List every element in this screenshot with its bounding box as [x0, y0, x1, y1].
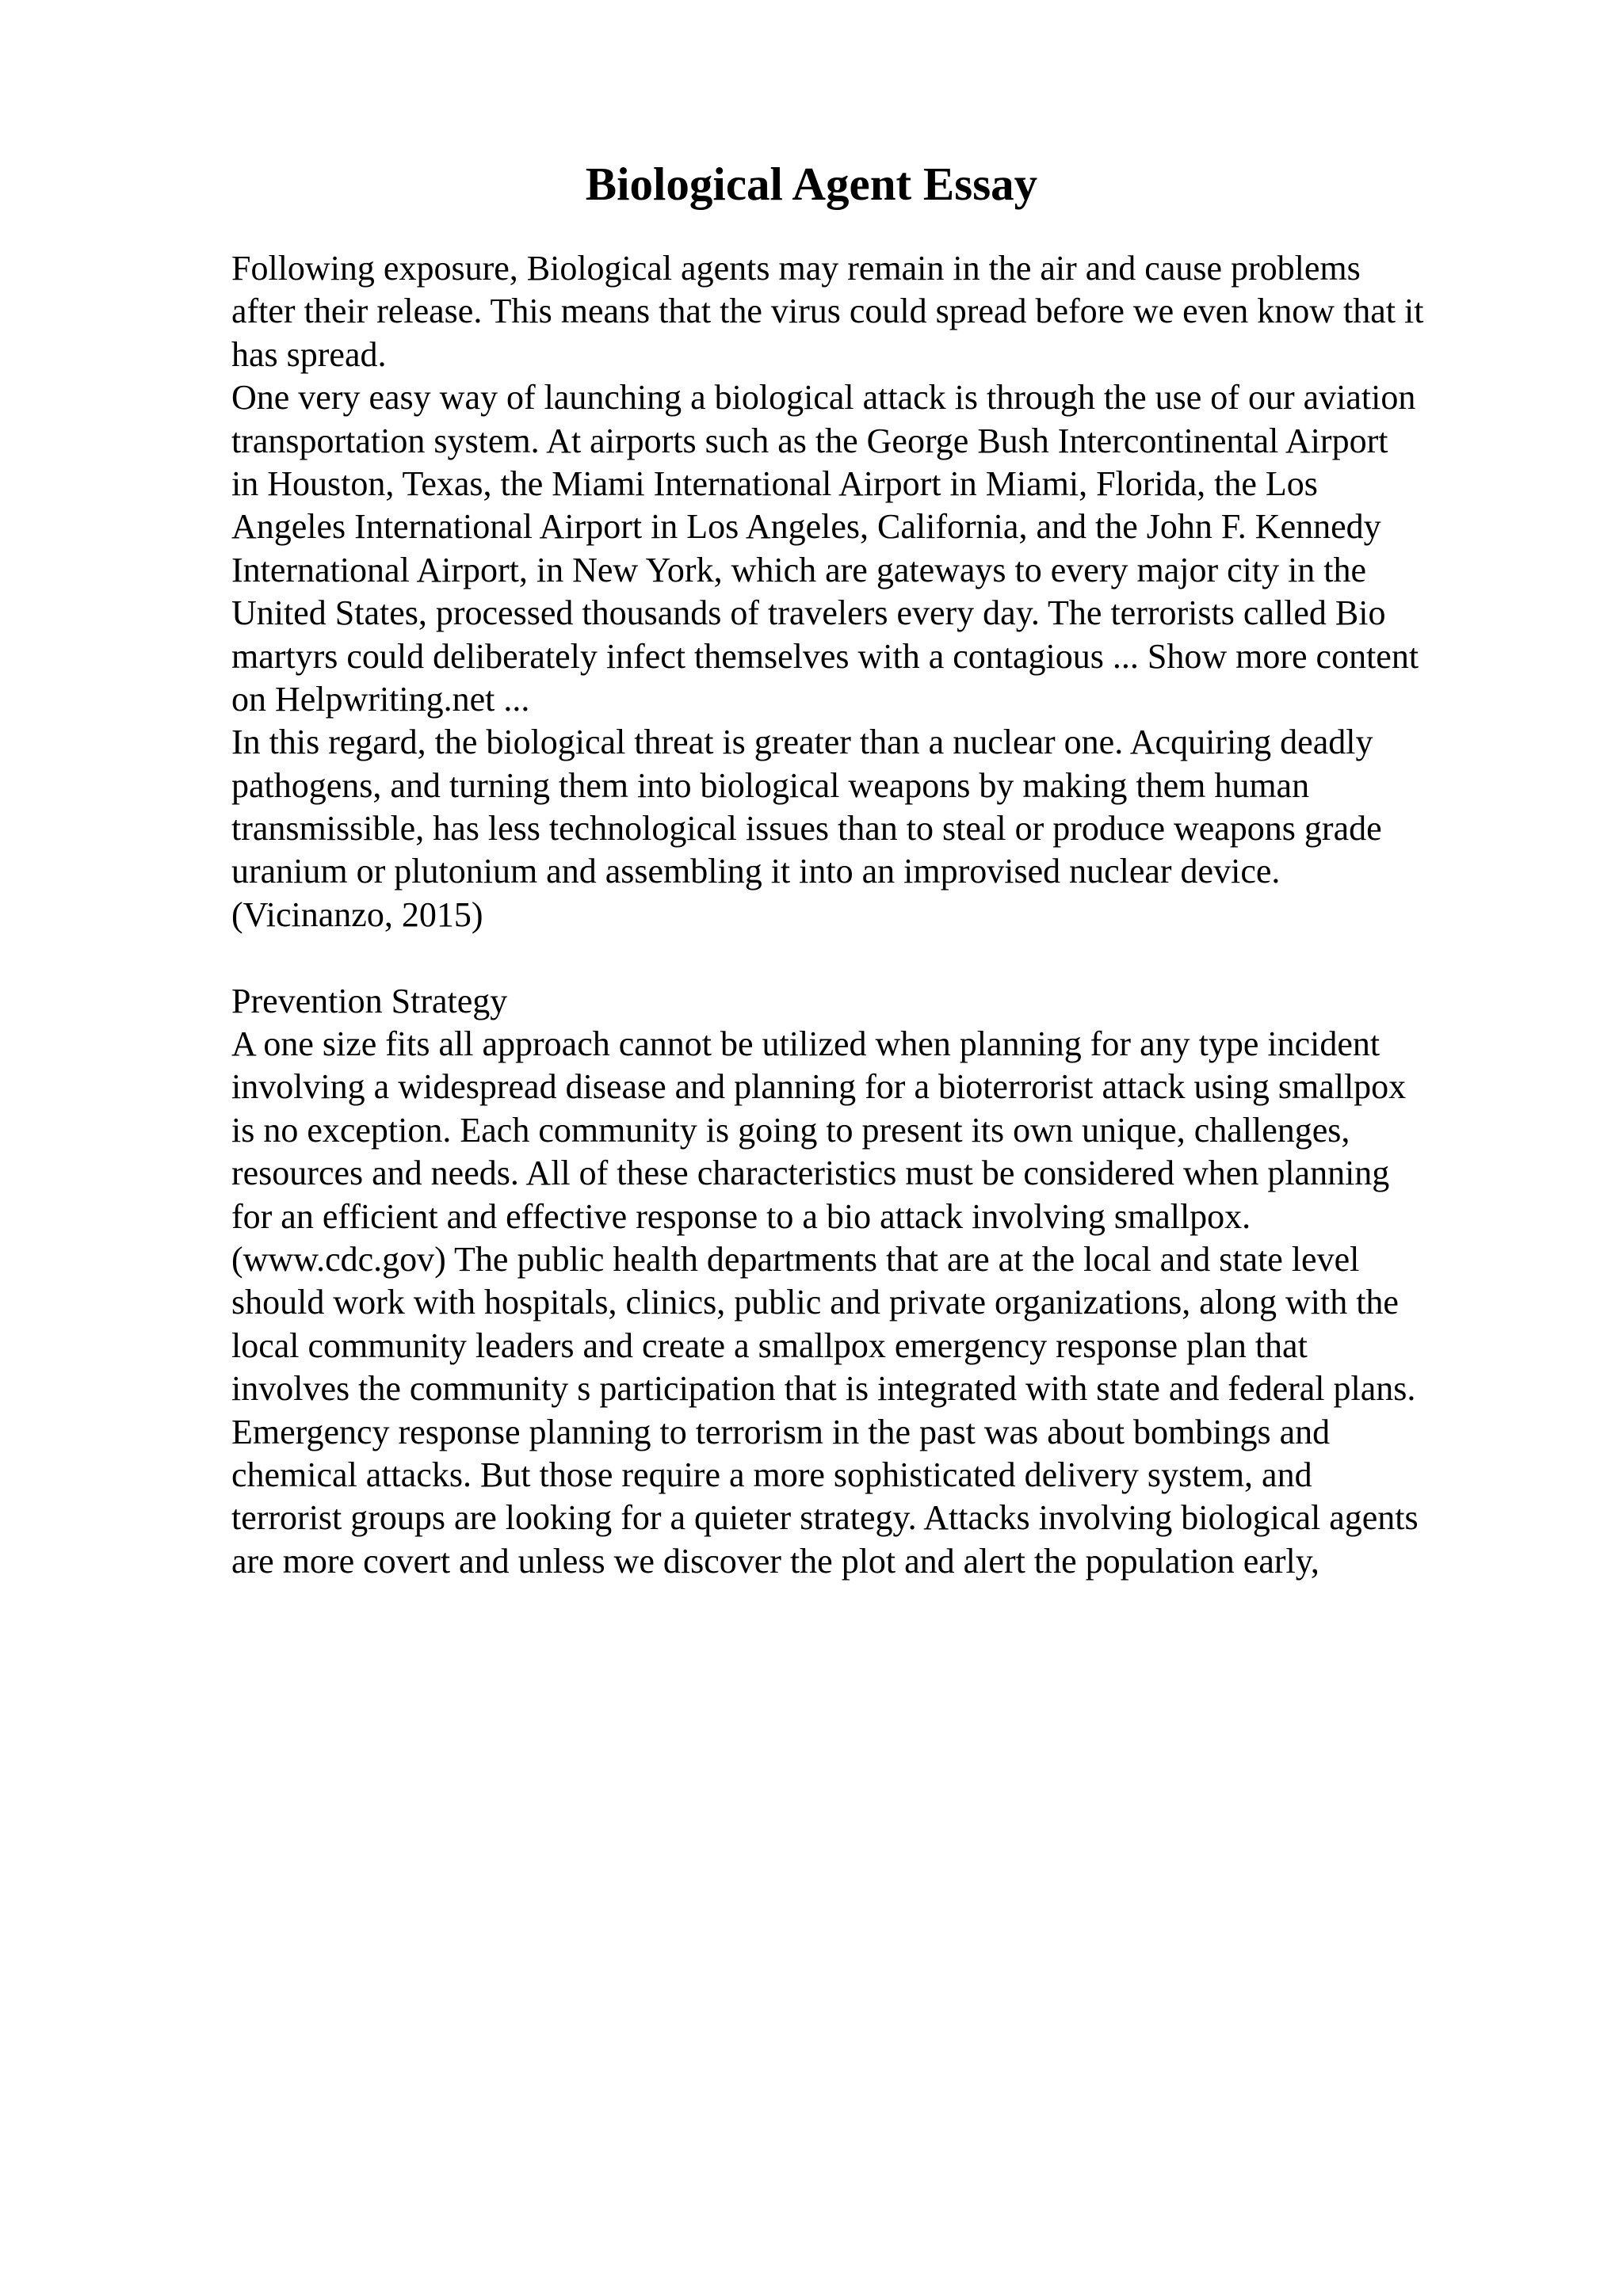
body-line: Angeles International Airport in Los Angeles, California, and the John F. Kennedy	[231, 507, 1381, 547]
body-line: (www.cdc.gov) The public health departments that are at the local and state level	[231, 1239, 1360, 1279]
body-line: involves the community s participation that is integrated with state and federal plans.	[231, 1369, 1416, 1409]
body-line: after their release. This means that the virus could spread before we even know that it	[231, 292, 1424, 331]
body-line: Emergency response planning to terrorism in the past was about bombings and	[231, 1412, 1331, 1451]
body-line: In this regard, the biological threat is greater than a nuclear one. Acquiring deadly	[231, 723, 1373, 762]
body-line: local community leaders and create a smallpox emergency response plan that	[231, 1325, 1308, 1365]
body-line: in Houston, Texas, the Miami International Airport in Miami, Florida, the Los	[231, 463, 1318, 503]
body-line: United States, processed thousands of travelers every day. The terrorists called Bio	[231, 593, 1386, 633]
body-line: chemical attacks. But those require a more sophisticated delivery system, and	[231, 1455, 1312, 1494]
body-line: terrorist groups are looking for a quieter strategy. Attacks involving biological agents	[231, 1498, 1419, 1538]
body-line: resources and needs. All of these characteristics must be considered when planning	[231, 1154, 1390, 1193]
body-line: International Airport, in New York, which are gateways to every major city in the	[231, 550, 1367, 589]
document-body	[231, 247, 1515, 1583]
body-line: (Vicinanzo, 2015)	[231, 894, 483, 934]
paragraph-gap	[231, 936, 1515, 979]
body-line: uranium or plutonium and assembling it into an improvised nuclear device.	[231, 852, 1281, 891]
body-line: is no exception. Each community is going to present its own unique, challenges,	[231, 1110, 1350, 1150]
body-line: A one size fits all approach cannot be utilized when planning for any type incident	[231, 1024, 1381, 1064]
document-title: Biological Agent Essay	[585, 158, 1038, 210]
body-line: Following exposure, Biological agents may remain in the air and cause problems	[231, 249, 1361, 288]
body-line: One very easy way of launching a biological attack is through the use of our aviation	[231, 378, 1416, 418]
body-line: on Helpwriting.net ...	[231, 679, 530, 719]
body-line: transportation system. At airports such as the George Bush Intercontinental Airport	[231, 421, 1388, 460]
body-line: has spread.	[231, 334, 387, 374]
section-heading: Prevention Strategy	[231, 981, 508, 1020]
body-line: transmissible, has less technological issues than to steal or produce weapons grade	[231, 809, 1382, 849]
body-line: martyrs could deliberately infect themselves with a contagious ... Show more content	[231, 636, 1419, 676]
body-line: involving a widespread disease and planning for a bioterrorist attack using smallpox	[231, 1067, 1407, 1107]
body-line: pathogens, and turning them into biological weapons by making them human	[231, 765, 1310, 805]
body-line: should work with hospitals, clinics, public and private organizations, along with the	[231, 1283, 1399, 1322]
body-line: are more covert and unless we discover the plot and alert the population early,	[231, 1541, 1319, 1581]
body-line: for an efficient and effective response to a bio attack involving smallpox.	[231, 1196, 1251, 1236]
